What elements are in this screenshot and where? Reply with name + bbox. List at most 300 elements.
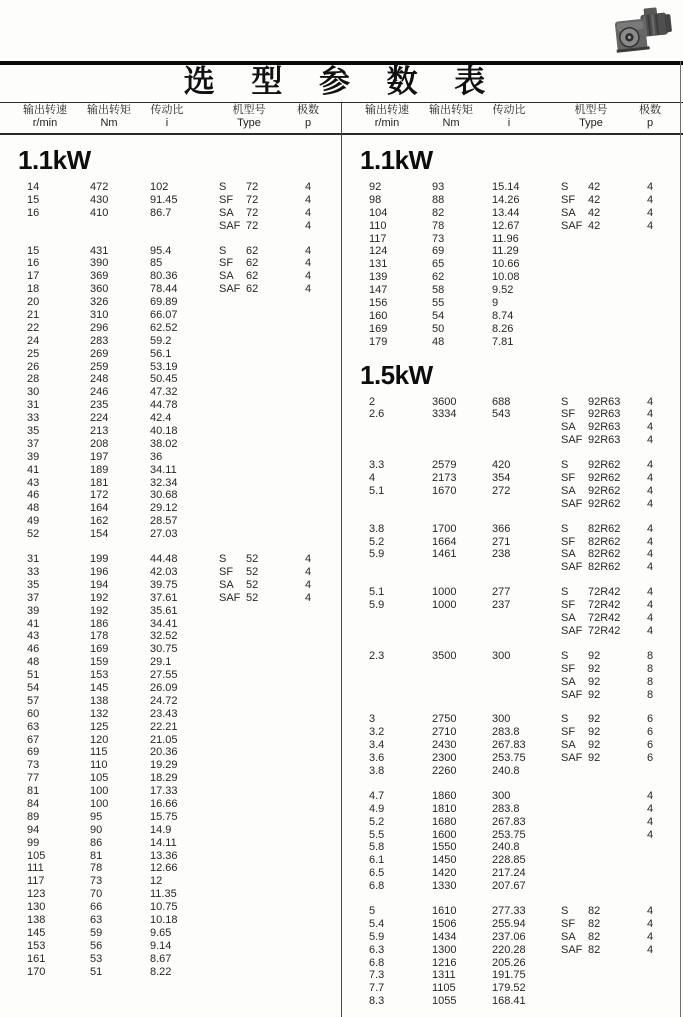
table-row: [342, 625, 683, 638]
column-header-unit: Type: [237, 117, 261, 129]
speed-cell: 14: [27, 181, 40, 193]
table-row: [0, 181, 341, 194]
type-prefix-cell: SF: [561, 726, 576, 739]
ratio-cell: 34.11: [150, 463, 177, 476]
torque-cell: 1680: [432, 815, 457, 828]
speed-cell: 25: [27, 347, 40, 360]
type-prefix-cell: SA: [561, 548, 576, 561]
torque-cell: 110: [90, 759, 108, 772]
speed-cell: 20: [27, 296, 40, 309]
column-header-unit: i: [507, 117, 511, 129]
type-code-cell: 72: [246, 181, 259, 193]
gear-motor-photo-icon: [609, 6, 675, 60]
table-row: [0, 553, 341, 566]
torque-cell: 2260: [432, 764, 457, 777]
torque-cell: 178: [90, 630, 109, 643]
torque-cell: 1550: [432, 841, 457, 854]
ratio-cell: 10.08: [492, 271, 520, 284]
poles-cell: 4: [304, 283, 312, 296]
speed-cell: 89: [27, 810, 40, 823]
speed-cell: 37: [27, 591, 40, 604]
table-row: [0, 862, 341, 875]
ratio-cell: 62.52: [150, 321, 178, 334]
ratio-cell: 59.2: [150, 334, 172, 347]
poles-cell: 4: [646, 586, 654, 599]
poles-cell: 4: [646, 535, 654, 548]
torque-cell: 55: [432, 297, 445, 310]
table-row: [0, 643, 341, 656]
torque-cell: 54: [432, 309, 445, 322]
speed-cell: 31: [27, 553, 40, 566]
table-row: [342, 297, 683, 310]
column-header: [480, 104, 538, 130]
column-header: [138, 104, 196, 130]
speed-cell: 147: [369, 284, 388, 297]
power-section: [342, 361, 683, 1009]
speed-cell: 57: [27, 694, 40, 707]
type-code-cell: 92: [588, 675, 601, 688]
poles-cell: 6: [646, 752, 654, 765]
table-row: [342, 245, 683, 258]
type-prefix-cell: SAF: [561, 219, 583, 232]
column-header-unit: p: [304, 117, 312, 129]
table-row: [0, 245, 341, 258]
column-header-label: 输出转速: [365, 104, 409, 116]
torque-cell: 2710: [432, 726, 457, 739]
type-prefix-cell: SA: [561, 930, 576, 943]
table-row: [0, 798, 341, 811]
speed-cell: 2.6: [369, 408, 385, 421]
type-code-cell: 82R62: [588, 548, 621, 561]
poles-cell: 4: [646, 548, 654, 561]
ratio-cell: 8.26: [492, 322, 514, 335]
speed-cell: 18: [27, 283, 40, 296]
type-code-cell: 92R62: [588, 472, 621, 485]
table-row: [342, 599, 683, 612]
table-row: [342, 765, 683, 778]
ratio-cell: 11.35: [150, 888, 177, 901]
column-header: [76, 104, 142, 130]
type-code-cell: 92: [588, 752, 601, 765]
type-prefix-cell: SAF: [561, 434, 583, 447]
torque-cell: 90: [90, 823, 103, 836]
table-row: [342, 918, 683, 931]
type-prefix-cell: SAF: [561, 624, 583, 637]
torque-cell: 196: [90, 565, 109, 578]
table-row: [342, 408, 683, 421]
ratio-cell: 228.85: [492, 854, 526, 867]
ratio-cell: 168.41: [492, 995, 526, 1008]
table-row: [0, 811, 341, 824]
poles-cell: 4: [304, 206, 312, 219]
type-prefix-cell: S: [561, 459, 569, 472]
table-row: [0, 824, 341, 837]
table-row: [342, 434, 683, 447]
table-row: [0, 746, 341, 759]
type-code-cell: 42: [588, 206, 601, 219]
speed-cell: 46: [27, 643, 40, 656]
poles-cell: 8: [646, 688, 654, 701]
torque-cell: 93: [432, 181, 445, 193]
speed-cell: 3.6: [369, 752, 385, 765]
type-prefix-cell: SA: [561, 612, 576, 625]
ratio-cell: 23.43: [150, 707, 178, 720]
torque-cell: 192: [90, 591, 109, 604]
torque-cell: 189: [90, 463, 109, 476]
torque-cell: 73: [432, 232, 445, 245]
type-prefix-cell: S: [561, 649, 569, 662]
torque-cell: 1434: [432, 930, 457, 943]
ratio-cell: 42.4: [150, 412, 172, 425]
type-prefix-cell: SF: [561, 193, 576, 206]
ratio-cell: 85: [150, 257, 163, 270]
speed-cell: 5.8: [369, 841, 385, 854]
ratio-cell: 240.8: [492, 841, 520, 854]
type-code-cell: 92: [588, 649, 601, 662]
table-row: [342, 561, 683, 574]
torque-cell: 235: [90, 399, 109, 412]
ratio-cell: 300: [492, 789, 511, 802]
speed-cell: 111: [27, 862, 44, 875]
speed-cell: 179: [369, 335, 388, 348]
ratio-cell: 237.06: [492, 930, 526, 943]
speed-cell: 6.5: [369, 867, 385, 880]
torque-cell: 66: [90, 901, 103, 914]
type-code-cell: 82: [588, 904, 601, 917]
table-row: [0, 438, 341, 451]
poles-cell: 4: [646, 497, 654, 510]
ratio-cell: 91.45: [150, 193, 178, 206]
torque-cell: 3334: [432, 408, 457, 421]
type-prefix-cell: SF: [561, 408, 576, 421]
torque-cell: 120: [90, 733, 109, 746]
speed-cell: 145: [27, 926, 46, 939]
torque-cell: 3600: [432, 395, 457, 408]
type-code-cell: 62: [246, 244, 259, 257]
ratio-cell: 253.75: [492, 752, 526, 765]
torque-cell: 100: [90, 785, 109, 798]
speed-cell: 130: [27, 901, 46, 914]
speed-cell: 156: [369, 297, 388, 310]
table-row: [342, 336, 683, 349]
poles-cell: 4: [646, 408, 654, 421]
torque-cell: 194: [90, 578, 109, 591]
table-row: [342, 816, 683, 829]
table-row: [342, 220, 683, 233]
torque-cell: 1610: [432, 904, 457, 917]
type-prefix-cell: SF: [561, 472, 576, 485]
table-row: [0, 464, 341, 477]
poles-cell: 4: [304, 553, 312, 566]
torque-cell: 1055: [432, 995, 457, 1008]
speed-cell: 2: [369, 395, 376, 408]
torque-cell: 2173: [432, 472, 457, 485]
type-code-cell: 82R62: [588, 561, 621, 574]
table-row: [342, 421, 683, 434]
type-prefix-cell: SAF: [561, 943, 583, 956]
speed-cell: 43: [27, 476, 40, 489]
ratio-cell: 354: [492, 472, 511, 485]
speed-cell: 5.2: [369, 815, 385, 828]
torque-cell: 164: [90, 502, 109, 515]
table-row: [342, 867, 683, 880]
table-row: [0, 927, 341, 940]
table-row: [0, 373, 341, 386]
ratio-cell: 12.66: [150, 862, 178, 875]
ratio-cell: 420: [492, 459, 511, 472]
ratio-cell: 28.57: [150, 515, 178, 528]
speed-cell: 124: [369, 245, 388, 258]
poles-cell: 6: [646, 739, 654, 752]
page-title: 选 型 参 数 表: [183, 64, 500, 99]
power-section-heading: 1.1kW: [18, 145, 91, 175]
torque-cell: 86: [90, 836, 103, 849]
speed-cell: 161: [27, 952, 46, 965]
table-row: [0, 335, 341, 348]
speed-cell: 3.2: [369, 726, 385, 739]
torque-cell: 132: [90, 707, 109, 720]
type-code-cell: 92R63: [588, 395, 621, 408]
type-prefix-cell: S: [219, 244, 227, 257]
speed-cell: 131: [369, 258, 388, 271]
poles-cell: 4: [646, 599, 654, 612]
table-row: [0, 270, 341, 283]
speed-cell: 139: [369, 271, 388, 284]
table-row: [342, 663, 683, 676]
speed-cell: 117: [27, 875, 45, 888]
ratio-cell: 32.34: [150, 476, 178, 489]
ratio-cell: 240.8: [492, 764, 520, 777]
speed-cell: 54: [27, 681, 40, 694]
type-code-cell: 92R62: [588, 459, 621, 472]
type-code-cell: 72R42: [588, 599, 621, 612]
speed-cell: 5.1: [369, 586, 385, 599]
ratio-cell: 34.41: [150, 617, 178, 630]
ratio-cell: 27.55: [150, 669, 178, 682]
type-prefix-cell: SA: [219, 206, 234, 219]
type-code-cell: 72R42: [588, 586, 621, 599]
torque-cell: 326: [90, 296, 109, 309]
speed-cell: 48: [27, 502, 40, 515]
torque-cell: 125: [90, 720, 109, 733]
type-code-cell: 62: [246, 257, 259, 270]
torque-cell: 390: [90, 257, 109, 270]
ratio-cell: 12: [150, 875, 163, 888]
table-row: [0, 528, 341, 541]
column-header-unit: Nm: [442, 117, 460, 129]
table-row: [0, 207, 341, 220]
ratio-cell: 38.02: [150, 437, 178, 450]
table-row: [342, 790, 683, 803]
torque-cell: 283: [90, 334, 109, 347]
table-row: [0, 412, 341, 425]
table-row: [0, 759, 341, 772]
type-prefix-cell: SA: [561, 675, 576, 688]
ratio-cell: 283.8: [492, 726, 520, 739]
torque-cell: 224: [90, 412, 109, 425]
torque-cell: 62: [432, 271, 445, 284]
type-code-cell: 52: [246, 591, 259, 604]
table-row: [0, 489, 341, 502]
poles-cell: 4: [646, 219, 654, 232]
poles-cell: 4: [304, 193, 312, 206]
speed-cell: 49: [27, 515, 40, 528]
table-row: [0, 399, 341, 412]
ratio-cell: 9: [492, 297, 499, 310]
speed-cell: 24: [27, 334, 40, 347]
poles-cell: 4: [304, 244, 312, 257]
ratio-cell: 255.94: [492, 917, 526, 930]
ratio-cell: 14.11: [150, 836, 177, 849]
table-row: [342, 233, 683, 246]
table-row: [0, 592, 341, 605]
row-group: [0, 553, 341, 978]
ratio-cell: 15.14: [492, 181, 520, 193]
table-row: [0, 283, 341, 296]
speed-cell: 33: [27, 412, 40, 425]
torque-cell: 153: [90, 669, 109, 682]
speed-cell: 51: [27, 669, 40, 682]
poles-cell: 4: [646, 206, 654, 219]
speed-cell: 69: [27, 746, 40, 759]
column-header-label: 输出转矩: [429, 104, 473, 116]
column-header-unit: p: [646, 117, 654, 129]
table-row: [0, 618, 341, 631]
type-code-cell: 52: [246, 565, 259, 578]
table-row: [0, 888, 341, 901]
poles-cell: 4: [646, 612, 654, 625]
row-group: [342, 459, 683, 511]
table-row: [342, 957, 683, 970]
table-row: [342, 258, 683, 271]
type-code-cell: 82R62: [588, 522, 621, 535]
speed-cell: 60: [27, 707, 40, 720]
type-code-cell: 92: [588, 713, 601, 726]
table-row: [0, 850, 341, 863]
torque-cell: 472: [90, 181, 109, 193]
table-row: [0, 630, 341, 643]
ratio-cell: 12.67: [492, 219, 520, 232]
table-row: [342, 472, 683, 485]
speed-cell: 7.3: [369, 969, 385, 982]
type-prefix-cell: SA: [219, 270, 234, 283]
column-header-unit: Type: [579, 117, 603, 129]
torque-cell: 70: [90, 888, 103, 901]
type-code-cell: 72: [246, 219, 259, 232]
poles-cell: 4: [646, 930, 654, 943]
ratio-cell: 237: [492, 599, 511, 612]
ratio-cell: 18.29: [150, 772, 178, 785]
column-header: [418, 104, 484, 130]
speed-cell: 5.2: [369, 535, 385, 548]
table-row: [342, 689, 683, 702]
torque-cell: 1670: [432, 484, 457, 497]
row-group: [342, 523, 683, 575]
torque-cell: 154: [90, 528, 109, 541]
ratio-cell: 271: [492, 535, 511, 548]
torque-cell: 1420: [432, 867, 457, 880]
table-row: [342, 880, 683, 893]
torque-cell: 50: [432, 322, 445, 335]
speed-cell: 170: [27, 965, 46, 978]
ratio-cell: 283.8: [492, 802, 520, 815]
table-row: [0, 348, 341, 361]
ratio-cell: 29.12: [150, 502, 178, 515]
table-row: [0, 914, 341, 927]
table-row: [342, 323, 683, 336]
speed-cell: 6.1: [369, 854, 385, 867]
table-row: [0, 477, 341, 490]
type-code-cell: 72: [246, 193, 259, 206]
type-prefix-cell: SAF: [219, 219, 241, 232]
ratio-cell: 179.52: [492, 982, 526, 995]
torque-cell: 2430: [432, 739, 457, 752]
speed-cell: 43: [27, 630, 40, 643]
speed-cell: 33: [27, 565, 40, 578]
torque-cell: 213: [90, 425, 109, 438]
speed-cell: 110: [369, 219, 387, 232]
table-right-half: [342, 146, 683, 1017]
speed-cell: 3.4: [369, 739, 385, 752]
torque-cell: 169: [90, 643, 109, 656]
table-row: [0, 309, 341, 322]
poles-cell: 4: [646, 484, 654, 497]
torque-cell: 172: [90, 489, 109, 502]
torque-cell: 269: [90, 347, 109, 360]
type-code-cell: 72: [246, 206, 259, 219]
table-row: [342, 650, 683, 663]
ratio-cell: 47.32: [150, 386, 178, 399]
ratio-cell: 36: [150, 450, 163, 463]
ratio-cell: 267.83: [492, 815, 526, 828]
poles-cell: 4: [304, 181, 312, 193]
table-row: [0, 695, 341, 708]
column-header-label: 输出转速: [23, 104, 67, 116]
table-row: [0, 322, 341, 335]
torque-cell: 1461: [432, 548, 457, 561]
poles-cell: 4: [646, 561, 654, 574]
speed-cell: 117: [369, 232, 387, 245]
speed-cell: 4.7: [369, 789, 385, 802]
poles-cell: 4: [304, 578, 312, 591]
poles-cell: 4: [304, 219, 312, 232]
type-code-cell: 92R63: [588, 421, 621, 434]
poles-cell: 4: [646, 193, 654, 206]
ratio-cell: 11.29: [492, 245, 519, 258]
speed-cell: 5.9: [369, 599, 385, 612]
table-row: [342, 944, 683, 957]
ratio-cell: 19.29: [150, 759, 178, 772]
torque-cell: 73: [90, 875, 103, 888]
table-row: [342, 284, 683, 297]
ratio-cell: 86.7: [150, 206, 172, 219]
torque-cell: 1105: [432, 982, 456, 995]
table-row: [342, 459, 683, 472]
type-code-cell: 92: [588, 662, 601, 675]
table-row: [0, 194, 341, 207]
ratio-cell: 14.26: [492, 193, 520, 206]
poles-cell: 8: [646, 649, 654, 662]
torque-cell: 1330: [432, 880, 457, 893]
torque-cell: 1216: [432, 956, 457, 969]
type-prefix-cell: SF: [561, 917, 576, 930]
speed-cell: 4.9: [369, 802, 385, 815]
ratio-cell: 9.65: [150, 926, 172, 939]
speed-cell: 37: [27, 437, 40, 450]
column-header: [560, 104, 622, 130]
speed-cell: 6.8: [369, 880, 385, 893]
speed-cell: 22: [27, 321, 40, 334]
